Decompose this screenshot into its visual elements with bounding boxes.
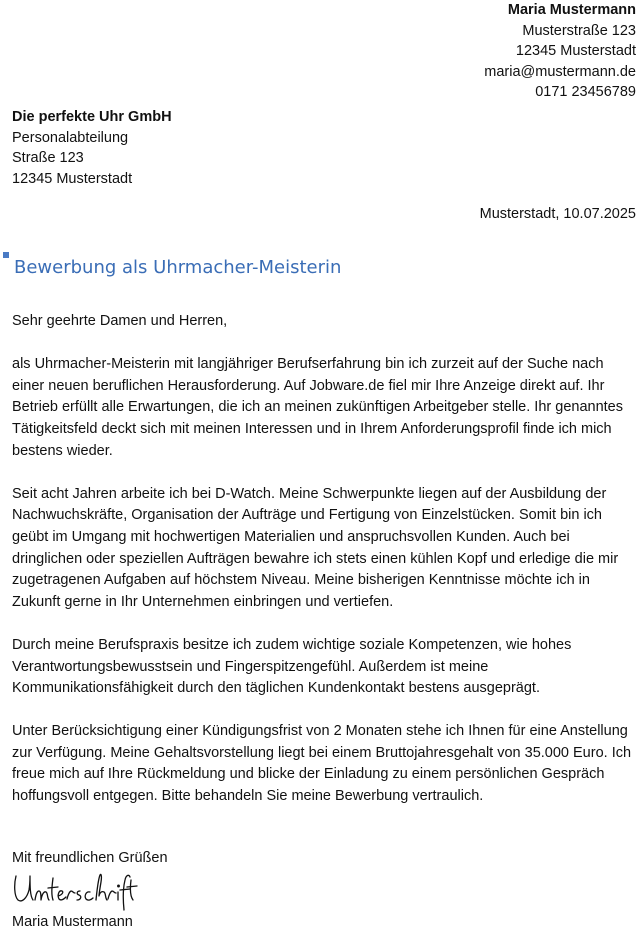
sender-phone: 0171 23456789 [535,84,636,100]
sender-name: Maria Mustermann [507,2,636,18]
recipient-street: Straße 123 [12,150,84,166]
sender-address-block [484,0,636,103]
signer-name: Maria Mustermann [12,914,133,930]
recipient-company: Die perfekte Uhr GmbH [12,109,172,125]
body-paragraph: Seit acht Jahren arbeite ich bei D-Watch. Meine Schwerpunkte liegen auf der Ausbildung der Nachwuchskräfte, Organisation der Aufträge und Fertigung von Einzelstücken. Somit bin ich geübt im Umgang mit hochwertigen Materialien und anspruchsvollen Kunden. Auch bei dringlichen oder speziellen Aufträgen bewahre ich stets einen kühlen Kopf und erledige die mir zugetragenen Aufgaben auf höchstem Niveau. Meine bisherigen Kenntnisse möchte ich in Zukunft gerne in Ihr Unternehmen einbringen und vertiefen. [12,485,619,610]
body-paragraph: als Uhrmacher-Meisterin mit langjähriger Berufserfahrung bin ich zurzeit auf der Suche nach einer neuen beruflichen Herausforderung. Auf Jobware.de fiel mir Ihre Anzeige direkt auf. Ihr Betrieb erfüllt alle Erwartungen, die ich an meinen zukünftigen Arbeitgeber stelle. Ihr genanntes Tätigkeitsfeld deckt sich mit meinen Interessen und in Ihrem Anforderungsprofil finde ich mich bestens wieder. [12,356,623,459]
letter-date: Musterstadt, 10.07.2025 [479,206,636,222]
sender-city: 12345 Musterstadt [515,43,636,59]
salutation: Sehr geehrte Damen und Herren, [12,313,228,329]
recipient-city: 12345 Musterstadt [12,170,133,187]
body-paragraph: Unter Berücksichtigung einer Kündigungsfrist von 2 Monaten stehe ich Ihnen für eine Anstellung zur Verfügung. Meine Gehaltsvorstellung liegt bei einem Bruttojahresgehalt von 35.000 Euro. Ich freue mich auf Ihre Rückmeldung und blicke der Einladung zu einem persönlichen Gespräch hoffungsvoll entgegen. Bitte behandeln Sie meine Bewerbung vertraulich. [12,723,632,805]
letter-body [12,311,632,829]
body-paragraph: Durch meine Berufspraxis besitze ich zudem wichtige soziale Kompetenzen, wie hohes Verantwortungsbewusstsein und Fingerspitzengefühl. Außerdem ist meine Kommunikationsfähigkeit durch den täglichen Kundenkontakt bestens ausgeprägt. [12,636,572,697]
recipient-department: Personalabteilung [12,129,129,146]
closing-phrase: Mit freundlichen Grüßen [12,850,168,866]
handwritten-signature [10,870,138,912]
letter-subject: Bewerbung als Uhrmacher-Meisterin [14,257,342,278]
sender-email: maria@mustermann.de [484,63,636,80]
sender-street: Musterstraße 123 [522,22,636,39]
recipient-address-block [12,107,172,189]
subject-marker [3,252,9,258]
